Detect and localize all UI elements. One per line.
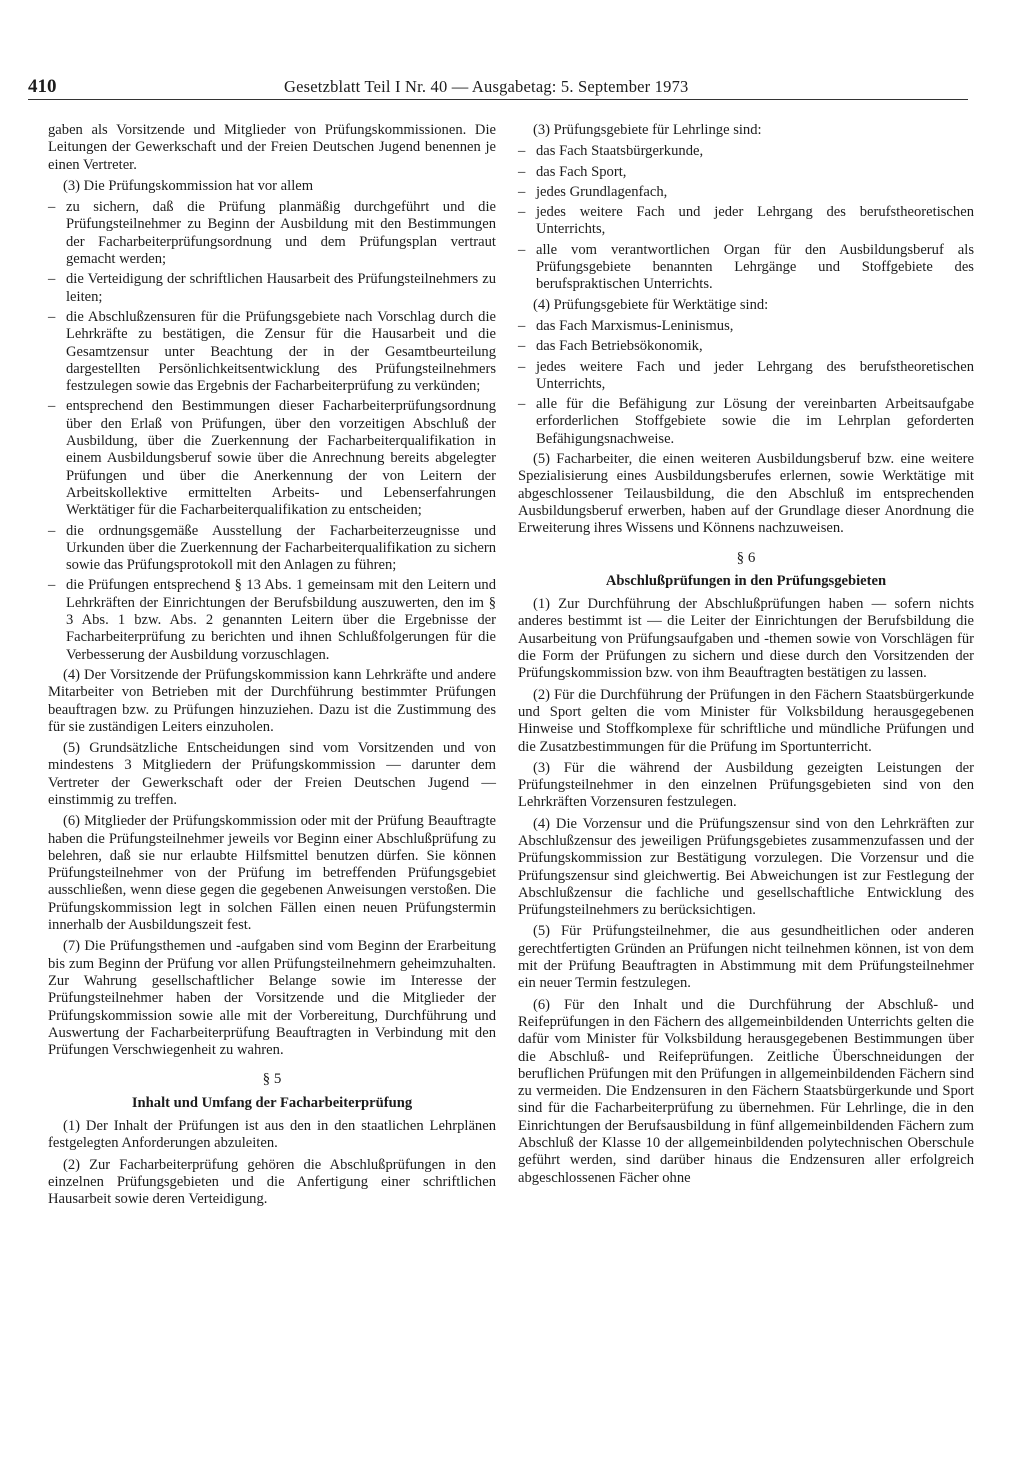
para5: (5) Grundsätzliche Entscheidungen sind vom Vorsitzenden und von mindestens 3 Mitgliedern der Prüfungskommission — darunter dem Vertreter der Gewerkschaft oder der Freien Deutschen Jugend — einstimmig zu treffen. [48, 740, 496, 808]
dash-bullet: – [48, 522, 56, 539]
list-item [48, 199, 496, 268]
s6-para5: (5) Für Prüfungsteilnehmer, die aus gesundheitlichen oder anderen gerechtfertigten Gründen an Prüfungen nicht teilnehmen können, ist von dem mit der Prüfung Beauftragten in Abstimmung mit dem Prüfungsteilnehmer ein neuer Termin festzulegen. [518, 923, 974, 992]
list-item [518, 242, 974, 294]
s6-para2: (2) Für die Durchführung der Prüfungen in den Fächern Staatsbürgerkunde und Sport gelten die vom Minister für Volksbildung herausgegebenen Hinweise und Stoffkomplexe für schriftliche und mündliche Prüfungen und die Zusatzbestimmungen für die Prüfung im Sportunterricht. [518, 686, 974, 755]
dash-bullet: – [518, 163, 526, 180]
para7: (7) Die Prüfungsthemen und -aufgaben sind vom Beginn der Erarbeitung bis zum Beginn der Prüfung vor allen Prüfungsteilnehmern geheimzuhalten. Zur Wahrung gesellschaftlicher Belange sowie im Interesse der Prüfungsteilnehmer haben der Vorsitzende und die Mitglieder der Prüfungskommission sowie alle mit der Vorbereitung, Durchführung und Auswertung der Facharbeiterprüfung Beauftragten in Verbindung mit den Prüfungen Verschwiegenheit zu wahren. [48, 938, 496, 1059]
right-column [518, 122, 974, 1191]
list-item [48, 398, 496, 519]
dash-bullet: – [48, 308, 56, 325]
dash-bullet: – [518, 338, 526, 355]
dash-bullet: – [48, 199, 56, 216]
list-item-text: die Prüfungen entsprechend § 13 Abs. 1 gemeinsam mit den Leitern und Lehrkräften der Einrichtungen der Berufsbildung auszuwerten, den im § 3 Abs. 1 bzw. Abs. 2 genannten Leitern über die Ergebnisse der Facharbeiterprüfung zu berichten und ihnen Schlußfolgerungen für die Verbesserung der Ausbildung vorzuschlagen. [66, 577, 496, 663]
dash-bullet: – [518, 317, 526, 334]
list-item-text: zu sichern, daß die Prüfung planmäßig durchgeführt und die Prüfungsteilnehmer zu Beginn der Ausbildung mit den Bestimmungen der Facharbeiterprüfungsordnung und dem Prüfungsplan vertraut gemacht werden; [66, 199, 496, 268]
para4: (4) Der Vorsitzende der Prüfungskommission kann Lehrkräfte und andere Mitarbeiter von Betrieben mit der Durchführung bestimmter Prüfungen beauftragen bzw. zu Prüfungen hinzuziehen. Dazu ist die Zustimmung des für sie zuständigen Leiters einzuholen. [48, 666, 496, 735]
list-item-text: das Fach Marxismus-Leninismus, [536, 317, 734, 334]
dash-bullet: – [518, 358, 526, 375]
intro-paragraph: gaben als Vorsitzende und Mitglieder von Prüfungskommissionen. Die Leitungen der Gewerkschaft und der Freien Deutschen Jugend benennen je einen Vertreter. [48, 122, 496, 173]
dash-bullet: – [48, 271, 56, 288]
dash-bullet: – [518, 241, 526, 258]
section-6-number: § 6 [736, 549, 756, 566]
section-5-title: Inhalt und Umfang der Facharbeiterprüfung [131, 1094, 413, 1111]
s6-para4: (4) Die Vorzensur und die Prüfungszensur sind von den Lehrkräften zur Abschlußzensur des jeweiligen Prüfungsgebietes zusammenzufassen und der Prüfungskommission zur Bestätigung vorzulegen. Die Vorzensur und die Prüfungszensur sind gleichwertig. Bei Abweichungen ist zur Festlegung der Abschlußzensur die fachliche und gesellschaftliche Entwicklung des Prüfungsteilnehmers zu berücksichtigen. [518, 815, 974, 919]
s5-para2: (2) Zur Facharbeiterprüfung gehören die Abschlußprüfungen in den einzelnen Prüfungsgebieten und die Anfertigung einer schriftlichen Hausarbeit sowie deren Verteidigung. [48, 1156, 496, 1208]
list-item-text: jedes weitere Fach und jeder Lehrgang des berufstheoretischen Unterrichts, [536, 204, 974, 238]
list-item-text: das Fach Staatsbürgerkunde, [536, 143, 704, 160]
header-rule [28, 99, 968, 100]
dash-bullet: – [48, 577, 56, 594]
list-item-text: jedes weitere Fach und jeder Lehrgang des berufstheoretischen Unterrichts, [536, 358, 974, 392]
section-6-title: Abschlußprüfungen in den Prüfungsgebieten [605, 572, 887, 589]
list-item-text: die Abschlußzensuren für die Prüfungsgebiete nach Vorschlag durch die Lehrkräfte zu bestätigen, die Zensur für die Hausarbeit und die Gesamtzensur unter Beachtung der in der Gesamtbeurteilung dargestellten Persönlichkeitsentwicklung des Prüfungsteilnehmers festzulegen sowie das Ergebnis der Facharbeiterprüfung zu verkünden; [66, 308, 496, 395]
list-item [518, 338, 974, 355]
list-item [48, 309, 496, 395]
para6: (6) Mitglieder der Prüfungskommission oder mit der Prüfung Beauftragte haben die Prüfungsteilnehmer jeweils vor Beginn einer Abschlußprüfung zu belehren, daß sie nur erlaubte Hilfsmittel benutzen dürfen. Sie können Prüfungsteilnehmer von der Prüfung im betreffenden Prüfungsgebiet ausschließen, wenn diese gegen die gegebenen Anweisungen verstoßen. Die Prüfungskommission legt in solchen Fällen einen neuen Prüfungstermin innerhalb der Ausbildungszeit fest. [48, 813, 496, 934]
list-item [518, 184, 974, 201]
r-para5: (5) Facharbeiter, die einen weiteren Ausbildungsberuf bzw. eine weitere Spezialisierung eines Ausbildungsberufes erlernen, sowie Werktätige mit abgeschlossener Teilausbildung, die den Abschluß im entsprechenden Ausbildungsberuf erwerben, haben auf der Grundlage dieser Anordnung die Erweiterung ihres Wissens und Könnens nachzuweisen. [518, 451, 974, 537]
dash-bullet: – [518, 204, 526, 221]
list-item-text: das Fach Betriebsökonomik, [536, 338, 703, 355]
dash-bullet: – [518, 396, 526, 413]
list-item [518, 396, 974, 448]
dash-bullet: – [48, 398, 56, 415]
list-item [48, 271, 496, 306]
s6-para6: (6) Für den Inhalt und die Durchführung der Abschluß- und Reifeprüfungen in den Fächern des allgemeinbildenden Unterrichts gelten die dafür vom Minister für Volksbildung herausgegebenen Bestimmungen über die Abschluß- und Reifeprüfungen. Zeitliche Überschneidungen der beruflichen Prüfungen mit den Prüfungen in allgemeinbildenden Fächern sind zu vermeiden. Die Endzensuren in den Fächern Staatsbürgerkunde und Sport sind für die Facharbeiterprüfung zu übernehmen. Für Lehrlinge, die in den Einrichtungen der Berufsausbildung in fünf allgemeinbildenden Fächern zum Abschluß der Klasse 10 der allgemeinbildenden polytechnischen Oberschule geführt werden, sind darüber hinaus die Endzensuren aller erfolgreich abgeschlossenen Fächer ohne [518, 996, 974, 1186]
list-item [518, 359, 974, 394]
left-column [48, 122, 496, 1213]
para3-heading: (3) Die Prüfungskommission hat vor allem [63, 177, 314, 194]
list-item [48, 577, 496, 663]
list-item-text: die Verteidigung der schriftlichen Hausarbeit des Prüfungsteilnehmers zu leiten; [66, 271, 496, 305]
page-number: 410 [28, 76, 57, 97]
list-item-text: jedes Grundlagenfach, [536, 183, 668, 200]
list-item [48, 523, 496, 575]
dash-bullet: – [518, 143, 526, 160]
section-5-number: § 5 [262, 1071, 282, 1088]
dash-bullet: – [518, 183, 526, 200]
s5-para1: (1) Der Inhalt der Prüfungen ist aus den in den staatlichen Lehrplänen festgelegten Anforderungen abzuleiten. [48, 1118, 496, 1152]
list-item [518, 318, 974, 335]
s6-para1: (1) Zur Durchführung der Abschlußprüfungen haben — sofern nichts anderes bestimmt ist — die Leiter der Einrichtungen der Berufsbildung die Ausarbeitung von Prüfungsaufgaben und -themen sowie von Vorschlägen für die Form der Prüfungen zu sichern und diese durch den Vorsitzenden der Prüfungskommission bzw. von ihm Beauftragten bestätigen zu lassen. [518, 596, 974, 682]
list-item-text: entsprechend den Bestimmungen dieser Facharbeiterprüfungsordnung über den Erlaß von Prüfungen, über den vorzeitigen Abschluß der Ausbildung, über die Zuerkennung der Facharbeiterqualifikation in einem Ausbildungsberuf sowie über die Anrechnung bereits abgelegter Prüfungen und über die Anerkennung der von Leitern der Arbeitskollektive ermittelten Arbeits- und Lebenserfahrungen Werktätiger für die Facharbeiterqualifikation zu entscheiden; [66, 398, 496, 519]
list-item [518, 164, 974, 181]
list-item-text: das Fach Sport, [536, 163, 627, 180]
r-para4-heading: (4) Prüfungsgebiete für Werktätige sind: [533, 296, 769, 313]
r-para3-heading: (3) Prüfungsgebiete für Lehrlinge sind: [533, 122, 762, 138]
gazette-title: Gesetzblatt Teil I Nr. 40 — Ausgabetag: 5. September 1973 [284, 77, 689, 96]
list-item-text: alle für die Befähigung zur Lösung der vereinbarten Arbeitsaufgabe erforderlichen Stoffgebiete sowie die im Lehrplan geforderten Befähigungsnachweise. [536, 396, 974, 447]
s6-para3: (3) Für die während der Ausbildung gezeigten Leistungen der Prüfungsteilnehmer in den einzelnen Prüfungsgebieten sind von den Lehrkräften Vorzensuren festzulegen. [518, 759, 974, 811]
list-item [518, 143, 974, 160]
list-item-text: die ordnungsgemäße Ausstellung der Facharbeiterzeugnisse und Urkunden über die Zuerkennung der Facharbeiterqualifikation zu sichern sowie das Prüfungsprotokoll mit den Anlagen zu führen; [66, 522, 496, 574]
list-item [518, 204, 974, 239]
list-item-text: alle vom verantwortlichen Organ für den Ausbildungsberuf als Prüfungsgebiete benannten Lehrgänge und Stoffgebiete des berufspraktischen Unterrichts. [536, 241, 974, 293]
